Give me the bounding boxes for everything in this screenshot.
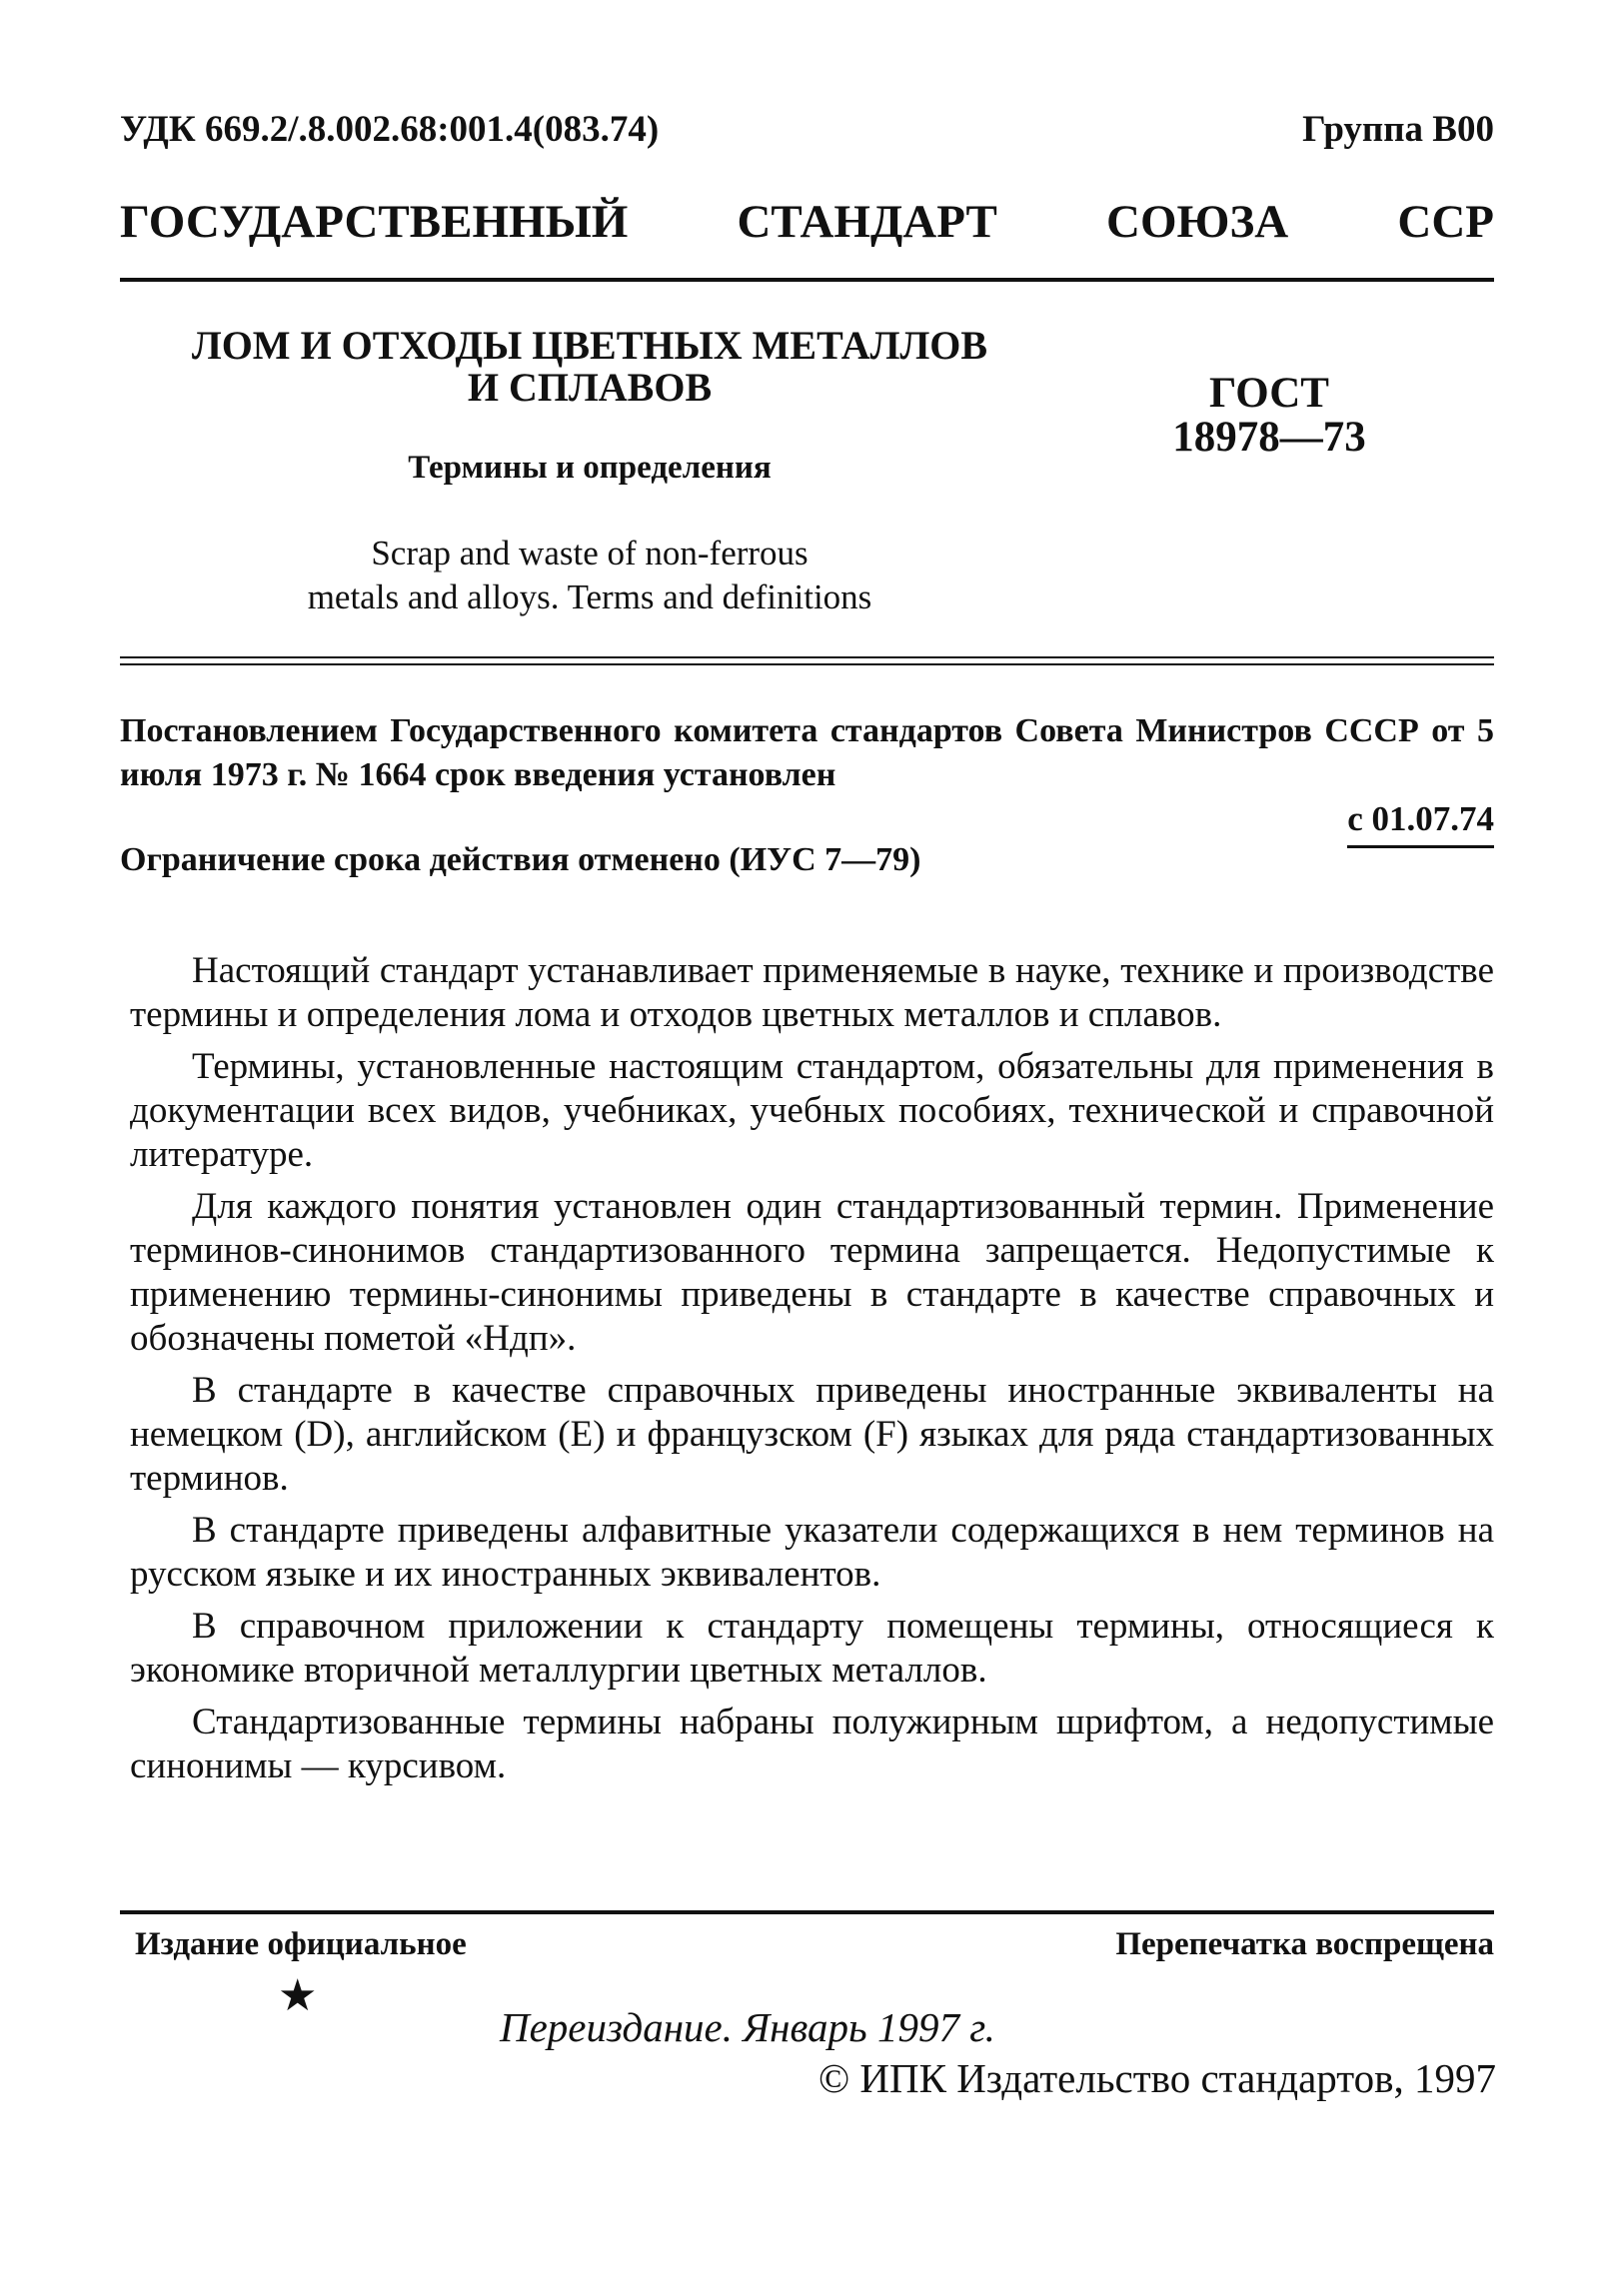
divider-top bbox=[120, 278, 1494, 282]
decree-text: Постановлением Государственного комитета стандартов Совета Министров СССР от 5 июля 1973 г. № 1664 срок введения установлен bbox=[120, 712, 1494, 793]
copyright-notice: © ИПК Издательство стандартов, 1997 bbox=[817, 2055, 1496, 2101]
paragraph: В стандарте в качестве справочных приведены иностранные эквиваленты на немецком (D), английском (E) и французском (F) языках для ряда стандартизованных терминов. bbox=[130, 1370, 1494, 1499]
divider-title-bottom-1 bbox=[120, 656, 1494, 658]
document-subtitle: Термины и определения bbox=[408, 450, 772, 486]
gost-number: 18978—73 bbox=[1172, 414, 1366, 461]
reissue-note: Переиздание. Январь 1997 г. bbox=[500, 2004, 995, 2050]
paragraph: Для каждого понятия установлен один стандартизованный термин. Применение терминов-синонимов стандартизованного термина запрещается. Недопустимые к применению термины-синонимы приведены в стандарте в качестве справочных и обозначены пометой «Ндп». bbox=[130, 1186, 1494, 1359]
udk-code: УДК 669.2/.8.002.68:001.4(083.74) bbox=[120, 109, 660, 150]
divider-footer bbox=[120, 1910, 1494, 1914]
state-standard-heading: ГОСУДАРСТВЕННЫЙ СТАНДАРТ СОЮЗА ССР bbox=[120, 196, 1494, 248]
official-edition-label: Издание официальное bbox=[135, 1926, 467, 1962]
english-title-line1: Scrap and waste of non-ferrous bbox=[371, 534, 808, 573]
effective-date: с 01.07.74 bbox=[1347, 799, 1494, 848]
english-title bbox=[150, 532, 1029, 619]
document-title-line2: И СПЛАВОВ bbox=[467, 365, 713, 410]
divider-title-bottom-2 bbox=[120, 663, 1494, 665]
document-title bbox=[150, 325, 1029, 409]
paragraph: Настоящий стандарт устанавливает применяемые в науке, технике и производстве термины и определения лома и отходов цветных металлов и сплавов. bbox=[130, 950, 1494, 1035]
paragraph: Термины, установленные настоящим стандартом, обязательны для применения в документации всех видов, учебниках, учебных пособиях, технической и справочной литературе. bbox=[130, 1046, 1494, 1175]
group-code: Группа В00 bbox=[1302, 109, 1494, 150]
paragraph: В справочном приложении к стандарту помещены термины, относящиеся к экономике вторичной металлургии цветных металлов. bbox=[130, 1606, 1494, 1691]
paragraph: Стандартизованные термины набраны полужирным шрифтом, а недопустимые синонимы — курсивом. bbox=[130, 1702, 1494, 1786]
reprint-prohibited-label: Перепечатка воспрещена bbox=[1115, 1926, 1494, 1962]
gost-label: ГОСТ bbox=[1209, 370, 1329, 417]
document-title-line1: ЛОМ И ОТХОДЫ ЦВЕТНЫХ МЕТАЛЛОВ bbox=[191, 323, 988, 368]
star-icon: ★ bbox=[278, 1971, 318, 2020]
body-text bbox=[130, 949, 1494, 1796]
gost-designation bbox=[1089, 372, 1449, 460]
restriction-note: Ограничение срока действия отменено (ИУС 7—79) bbox=[120, 841, 921, 878]
english-title-line2: metals and alloys. Terms and definitions bbox=[307, 577, 872, 616]
paragraph: В стандарте приведены алфавитные указатели содержащихся в нем терминов на русском языке и их иностранных эквивалентов. bbox=[130, 1510, 1494, 1595]
